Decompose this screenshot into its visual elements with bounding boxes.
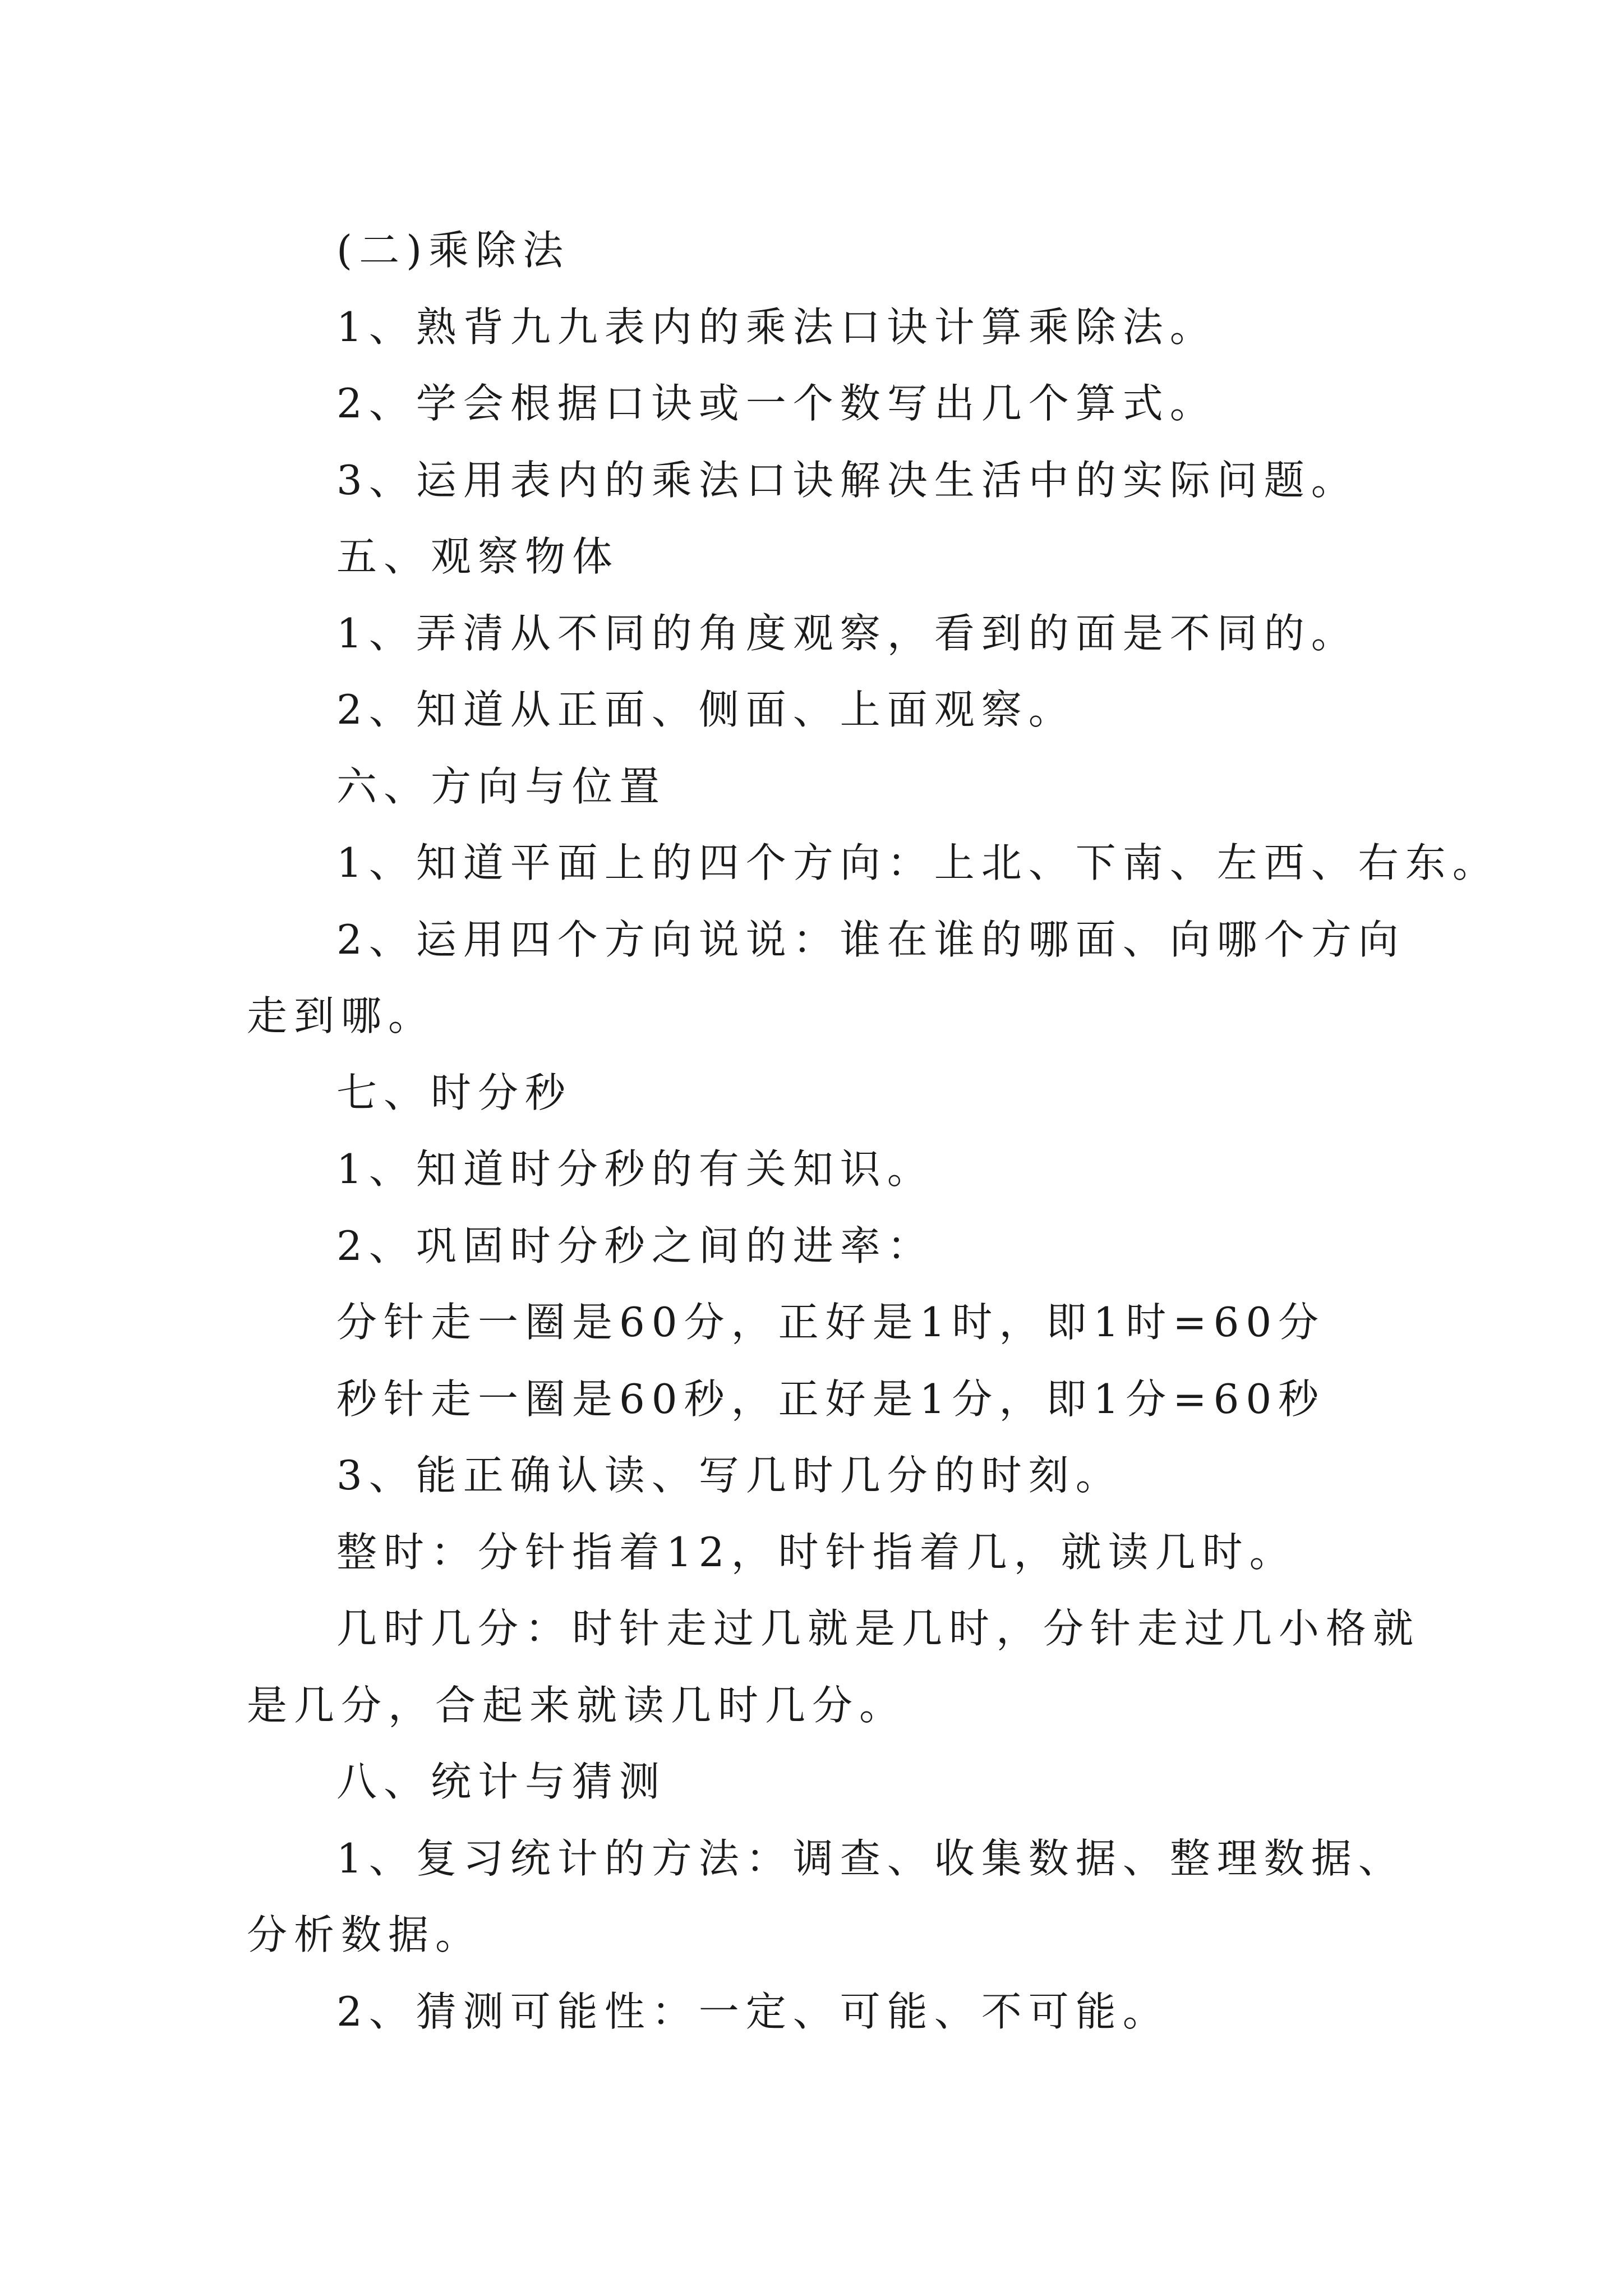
paragraph: 1、弄清从不同的角度观察，看到的面是不同的。 [336, 609, 1358, 657]
paragraph: 整时：分针指着12，时针指着几，就读几时。 [336, 1528, 1297, 1576]
paragraph: 2、猜测可能性：一定、可能、不可能。 [336, 1987, 1170, 2035]
paragraph: 2、知道从正面、侧面、上面观察。 [336, 686, 1076, 733]
paragraph: 秒针走一圈是60秒，正好是1分，即1分=60秒 [336, 1375, 1326, 1423]
section-heading-observe-objects: 五、观察物体 [336, 533, 620, 580]
paragraph: 3、能正确认读、写几时几分的时刻。 [336, 1452, 1123, 1499]
paragraph: 2、运用四个方向说说：谁在谁的哪面、向哪个方向走到哪。 [247, 915, 1405, 1039]
section-heading-statistics: 八、统计与猜测 [336, 1758, 667, 1805]
paragraph: 2、学会根据口诀或一个数写出几个算式。 [336, 380, 1217, 427]
paragraph: 几时几分：时针走过几就是几时，分针走过几小格就是几分，合起来就读几时几分。 [247, 1605, 1421, 1729]
section-heading-direction-position: 六、方向与位置 [336, 762, 667, 810]
section-heading-time: 七、时分秒 [336, 1069, 573, 1116]
paragraph: 1、知道时分秒的有关知识。 [336, 1145, 934, 1193]
subsection-heading-multiplication-division: (二)乘除法 [336, 227, 570, 274]
paragraph: 3、运用表内的乘法口诀解决生活中的实际问题。 [336, 456, 1358, 504]
paragraph: 1、熟背九九表内的乘法口诀计算乘除法。 [336, 303, 1217, 351]
document-body [247, 212, 1500, 2050]
paragraph: 1、复习统计的方法：调查、收集数据、整理数据、分析数据。 [247, 1834, 1405, 1958]
paragraph: 2、巩固时分秒之间的进率： [336, 1222, 934, 1269]
paragraph: 1、知道平面上的四个方向：上北、下南、左西、右东。 [336, 839, 1500, 886]
paragraph: 分针走一圈是60分，正好是1时，即1时=60分 [336, 1299, 1326, 1346]
